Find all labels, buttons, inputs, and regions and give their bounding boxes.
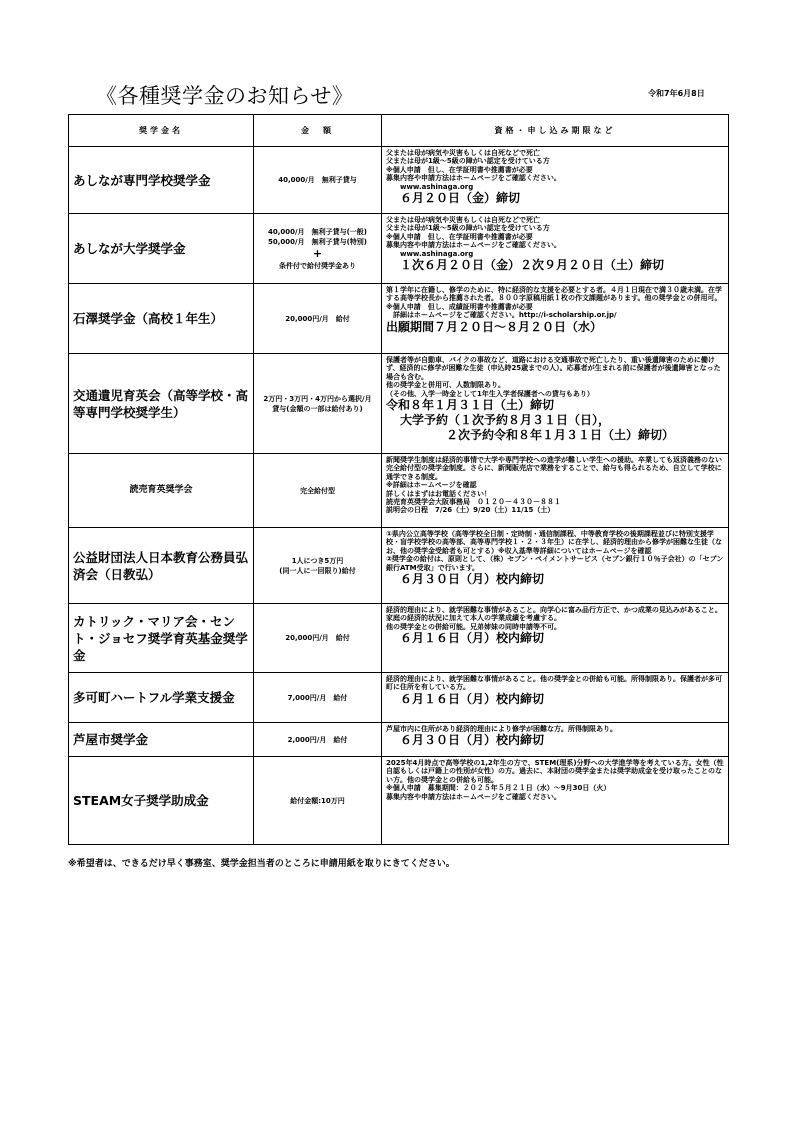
scholarship-amount [254, 284, 382, 354]
amount-line: 2,000円/月 給付 [287, 735, 348, 744]
detail-line: ※個人申請 募集期間：２０２５年５月２１日（水）～9月30日（火） [386, 784, 611, 793]
column-header-amount: 金 額 [254, 115, 382, 147]
scholarship-name: 芦屋市奨学金 [69, 723, 254, 757]
detail-line: 読売育英奨学会大阪事務局 ０１２０－４３０－８８１ [386, 498, 561, 507]
scholarship-amount [254, 147, 382, 214]
deadline-text: 大学予約（１次予約８月３１日（日）， [400, 413, 611, 428]
scholarship-details [382, 214, 729, 284]
scholarship-details [382, 147, 729, 214]
amount-line: 50,000/月 無利子貸与(特別) [268, 237, 367, 246]
amount-line: 20,000円/月 給付 [285, 634, 350, 642]
detail-line: 家庭の経済的状況に加えて本人の学業成績を考慮する。 [386, 614, 561, 623]
detail-line: 芦屋市内に住所があり経済的理由により修学が困難な方。所得制限あり。 [386, 725, 617, 733]
detail-line: 父または母が1級～5級の障がい認定を受けている方 [386, 157, 550, 166]
scholarship-amount [254, 354, 382, 454]
detail-line: 説明会の日程 7/26（土）9/20（土）11/15（土） [386, 506, 555, 515]
detail-line: 新聞奨学生制度は経済的事情で大学や専門学校への進学が難しい学生への援助。卒業しても返済義務のない完全給付型の奨学金制度。さらに、新聞販売店で業務をすることで、給与も得られるため、自立して学校に通学できる制度。 [386, 456, 722, 481]
scholarship-details [382, 354, 729, 454]
detail-line: 父または母が1級～5級の障がい認定を受けている方 [386, 224, 550, 233]
website-url: www.ashinaga.org [400, 249, 474, 258]
scholarship-amount [254, 723, 382, 757]
table-row [69, 757, 729, 845]
table-row [69, 528, 729, 604]
deadline-text: ６月３０日（月）校内締切 [400, 572, 545, 587]
deadline-text: 令和８年１月３１日（土）締切 [386, 398, 555, 413]
website-url: www.ashinaga.org [400, 182, 474, 191]
deadline-text: ６月２０日（金）締切 [400, 191, 521, 206]
detail-line: ※詳細はホームページを確認 [386, 481, 477, 490]
scholarship-details [382, 284, 729, 354]
amount-line: 完全給付型 [300, 486, 335, 495]
detail-line: （その他、入学一時金として1年生入学者保護者への貸与もあり） [386, 389, 594, 398]
column-header-name: 奨学金名 [69, 115, 254, 147]
scholarship-amount [254, 673, 382, 723]
detail-line: 父または母が病気や災害もしくは自死などで死亡 [386, 216, 540, 224]
column-header-details: 資格・申し込み期限など [382, 115, 729, 147]
detail-line: 第１学年に在籍し、修学のために、特に経済的な支援を必要とする者。４月１日現在で満３０歳未満。在学する高等学校長から推薦された者。８００字原稿用紙１枚の作文課題があります。他の奨学金との併用可。 [386, 286, 722, 303]
deadline-text: ６月１６日（月）校内締切 [400, 631, 545, 646]
footer-note: ※希望者は、できるだけ早く事務室、奨学金担当者のところに申請用紙を取りにきてください。 [68, 859, 455, 869]
amount-line: 条件付で給付奨学金あり [279, 261, 356, 270]
amount-line: 1人につき5万円 [291, 556, 344, 565]
amount-line: 給付金額:10万円 [290, 796, 345, 805]
amount-line: 7,000円/月 給付 [287, 693, 348, 702]
table-row [69, 673, 729, 723]
amount-line: + [312, 246, 323, 260]
amount-line: 40,000/月 無利子貸与(一般) [268, 227, 367, 236]
scholarship-amount [254, 454, 382, 528]
table-row [69, 354, 729, 454]
detail-line: ②奨学金の給付は、原則として、（株）セブン・ペイメントサービス（セブン銀行１０％子会社）の「セブン銀行ATM受取」で行います。 [386, 555, 724, 572]
detail-line: ※個人申請 但し、成績証明書や推薦書が必要 [386, 302, 533, 311]
detail-line: 募集内容や申請方法はホームページをご確認ください。 [386, 792, 561, 801]
amount-line: 20,000円/月 給付 [285, 314, 350, 323]
scholarship-details [382, 757, 729, 845]
scholarship-details [382, 673, 729, 723]
deadline-text: ６月１６日（月）校内締切 [400, 691, 545, 706]
table-header-row [69, 115, 729, 147]
scholarship-name: あしなが大学奨学金 [69, 214, 254, 284]
scholarship-details [382, 454, 729, 528]
scholarship-name: あしなが専門学校奨学金 [69, 147, 254, 214]
deadline-text: ２次予約令和８年１月３１日（土）締切） [446, 428, 675, 443]
amount-line: (同一人に一回限り)給付 [279, 566, 356, 575]
detail-line: 経済的理由により、就学困難な事情があること。向学心に富み品行方正で、かつ成業の見込みがあること。 [386, 606, 722, 614]
scholarship-amount [254, 604, 382, 673]
detail-line: 他の奨学金と併用可、人数制限あり。 [386, 381, 505, 390]
scholarship-name: 石澤奨学金（高校１年生） [69, 284, 254, 354]
deadline-text: １次６月２０日（金）２次９月２０日（土）締切 [400, 258, 665, 273]
scholarship-name: STEAM女子奨学助成金 [69, 757, 254, 845]
detail-line: ※個人申請 但し、在学証明書や推薦書が必要 [386, 165, 533, 174]
scholarship-amount [254, 757, 382, 845]
detail-line: ①県内公立高等学校（高等学校全日制・定時制・通信制課程、中等教育学校の後期課程並びに特別支援学校・盲学校学校の高等部、高等専門学校１・２・３年生）に在学し、経済的理由から修学が困難な生徒（なお、他の奨学金受給者も可とする）※収入基準等詳細についてはホームページを確認 [386, 530, 722, 555]
issue-date: 令和7年6月8日 [648, 89, 705, 98]
table-row [69, 214, 729, 284]
amount-line: 貸与(金額の一部は給付あり) [272, 404, 363, 413]
table-row [69, 454, 729, 528]
scholarship-amount [254, 528, 382, 604]
scholarship-details [382, 723, 729, 757]
amount-line: 2万円・3万円・4万円から選択/月 [263, 394, 372, 403]
scholarship-details [382, 604, 729, 673]
scholarship-name: 読売育英奨学会 [69, 454, 254, 528]
detail-line: 募集内容や申請方法はホームページをご確認ください。 [386, 241, 561, 250]
page-title: 《各種奨学金のお知らせ》 [96, 84, 354, 108]
scholarship-name: 公益財団法人日本教育公務員弘済会（日教弘） [69, 528, 254, 604]
detail-line: 経済的理由により、就学困難な事情があること。他の奨学金との併給も可能。所得制限あり。保護者が多可町に住所を有している方。 [386, 675, 722, 692]
scholarship-name: 多可町ハートフル学業支援金 [69, 673, 254, 723]
amount-line: 40,000/月 無利子貸与 [278, 176, 357, 184]
table-row [69, 284, 729, 354]
table-row [69, 604, 729, 673]
detail-line: 父または母が病気や災害もしくは自死などで死亡 [386, 149, 540, 157]
detail-line: ※個人申請 但し、在学証明書や推薦書が必要 [386, 232, 533, 241]
detail-line: 募集内容や申請方法はホームページをご確認ください。 [386, 174, 561, 183]
deadline-text: 出願期間７月２０日～８月２０日（水） [386, 319, 603, 334]
scholarship-name: カトリック・マリア会・セント・ジョセフ奨学育英基金奨学金 [69, 604, 254, 673]
scholarship-details [382, 528, 729, 604]
table-row [69, 723, 729, 757]
detail-line: 他の奨学金との併給可能。兄弟姉妹の同時申請等不可。 [386, 622, 561, 631]
scholarship-name: 交通遺児育英会（高等学校・高等専門学校奨学生） [69, 354, 254, 454]
detail-line: 詳細はホームページをご確認ください。http://i-scholarship.or.jp/ [386, 311, 617, 320]
scholarship-amount [254, 214, 382, 284]
detail-line: 保護者等が自動車、バイクの事故など、道路における交通事故で死亡したり、重い後遺障害のために働けず、経済的に修学が困難な生徒（申込時25歳までの人）。応募者が生まれる前に保護者が後遺障害となった場合も含む。 [386, 356, 721, 381]
deadline-text: ６月３０日（月）校内締切 [400, 733, 545, 748]
detail-line: 2025年4月時点で高等学校の1,2年生の方で、STEM(理系)分野への大学進学等を考えている方。女性（性自認もしくは戸籍上の性別が女性）の方。過去に、本財団の奨学金または奨学助成金を受け取ったことのない方。他の奨学金との併給も可能。 [386, 759, 724, 784]
detail-line: 詳しくはまずはお電話ください！ [386, 489, 491, 498]
scholarship-table [68, 114, 729, 845]
table-row [69, 147, 729, 214]
